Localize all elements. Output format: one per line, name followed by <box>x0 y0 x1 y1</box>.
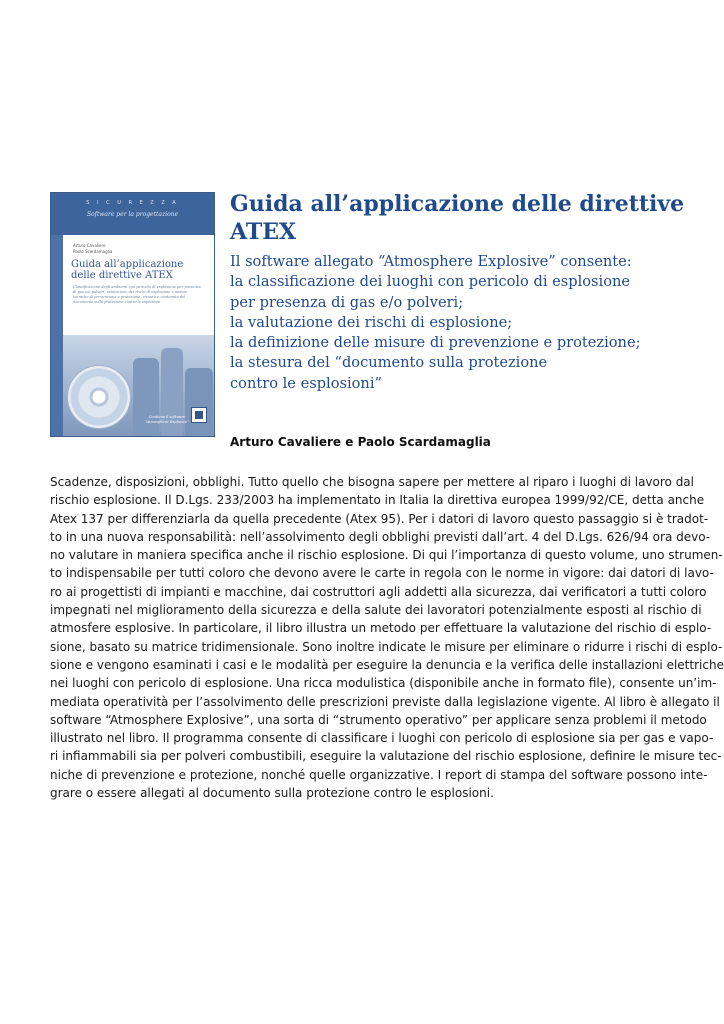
body-line: sione, basato su matrice tridimensionale. Sono inoltre indicate le misure per eliminare o ridurre i rischi di esplo- <box>50 639 723 654</box>
cover-blurb: Classificazione degli ambienti con pericolo di esplosione per presenza di gas e/o polveri, valutazione dei rischi di esplosione e misure tecniche di prevenzione e protezione, stesura e contenuto del documento sulla protezione contro le esplosioni <box>73 285 201 304</box>
body-line: nei luoghi con pericolo di esplosione. Una ricca modulistica (disponibile anche in formato file), consente un’im- <box>50 676 717 691</box>
subtitle-line: per presenza di gas e/o polveri; <box>230 293 464 311</box>
cover-caption: Contiene il software “Atmosphere Explosive” <box>145 415 189 424</box>
subtitle-line: contro le esplosioni” <box>230 374 382 392</box>
cd-disc-icon <box>67 365 131 429</box>
body-line: ro ai progettisti di impianti e macchine, dai costruttori agli addetti alla sicurezza, dai verificatori a tutti coloro <box>50 584 707 599</box>
cover-series: S I C U R E Z Z A <box>86 200 179 206</box>
body-line: niche di prevenzione e protezione, nonché quelle organizzative. I report di stampa del software possono inte- <box>50 767 708 782</box>
body-line: mediata operatività per l’assolvimento delle prescrizioni previste dalla legislazione vigente. Al libro è allegato il <box>50 694 720 709</box>
body-line: software “Atmosphere Explosive”, una sorta di “strumento operativo” per applicare senza problemi il metodo <box>50 712 707 727</box>
cover-author: Paolo Scardamaglia <box>73 249 113 254</box>
body-line: ri infiammabili sia per polveri combustibili, eseguire la valutazione del rischio esplosione, definire le misure tec- <box>50 749 722 764</box>
page-title: Guida all’applicazione delle direttive ATEX <box>230 191 685 245</box>
subtitle-line: la valutazione dei rischi di esplosione; <box>230 313 513 331</box>
subtitle-line: la definizione delle misure di prevenzione e protezione; <box>230 334 641 352</box>
cover-subseries: Software per la progettazione <box>86 211 179 218</box>
publisher-logo-icon <box>191 407 207 423</box>
cover-top-band <box>51 193 214 235</box>
body-line: no valutare in maniera specifica anche il rischio esplosione. Di qui l’importanza di questo volume, uno strumen- <box>50 548 723 563</box>
body-line: grare o essere allegati al documento sulla protezione contro le esplosioni. <box>50 786 494 801</box>
body-paragraph <box>50 473 724 802</box>
book-cover <box>50 192 215 437</box>
body-line: atmosfere esplosive. In particolare, il libro illustra un metodo per effettuare la valutazione del rischio di esplo- <box>50 621 712 636</box>
authors: Arturo Cavaliere e Paolo Scardamaglia <box>230 435 491 449</box>
body-line: impegnati nel miglioramento della sicurezza e della salute dei lavoratori potenzialmente esposti al rischio di <box>50 603 702 618</box>
body-line: Atex 137 per differenziarla da quella precedente (Atex 95). Per i datori di lavoro questo passaggio si è tradot- <box>50 511 709 526</box>
subtitle <box>230 252 700 394</box>
body-line: to in una nuova responsabilità: nell’assolvimento degli obblighi previsti dall’art. 4 del D.Lgs. 626/94 ora devo- <box>50 529 711 544</box>
cover-authors <box>73 243 112 255</box>
body-line: rischio esplosione. Il D.Lgs. 233/2003 ha implementato in Italia la direttiva europea 1999/92/CE, detta anche <box>50 493 705 508</box>
subtitle-line: Il software allegato “Atmosphere Explosive” consente: <box>230 253 632 270</box>
silo-shape <box>133 358 159 437</box>
cover-title-line: delle direttive ATEX <box>71 270 173 281</box>
cover-title-line: Guida all’applicazione <box>71 259 184 270</box>
silo-shape <box>185 368 213 437</box>
cover-title <box>71 259 211 281</box>
body-line: sione e vengono esaminati i casi e le modalità per eseguire la denuncia e la verifica delle installazioni elettriche <box>50 657 724 672</box>
subtitle-line: la stesura del “documento sulla protezione <box>230 354 548 372</box>
subtitle-line: la classificazione dei luoghi con pericolo di esplosione <box>230 273 631 291</box>
body-line: Scadenze, disposizioni, obblighi. Tutto quello che bisogna sapere per mettere al riparo i luoghi di lavoro dal <box>50 475 694 489</box>
body-line: illustrato nel libro. Il programma consente di classificare i luoghi con pericolo di esplosione sia per gas e vapo- <box>50 731 714 746</box>
body-line: to indispensabile per tutti coloro che devono avere le carte in regola con le norme in vigore: dai datori di lavo- <box>50 566 714 581</box>
cover-author: Arturo Cavaliere <box>73 243 106 248</box>
